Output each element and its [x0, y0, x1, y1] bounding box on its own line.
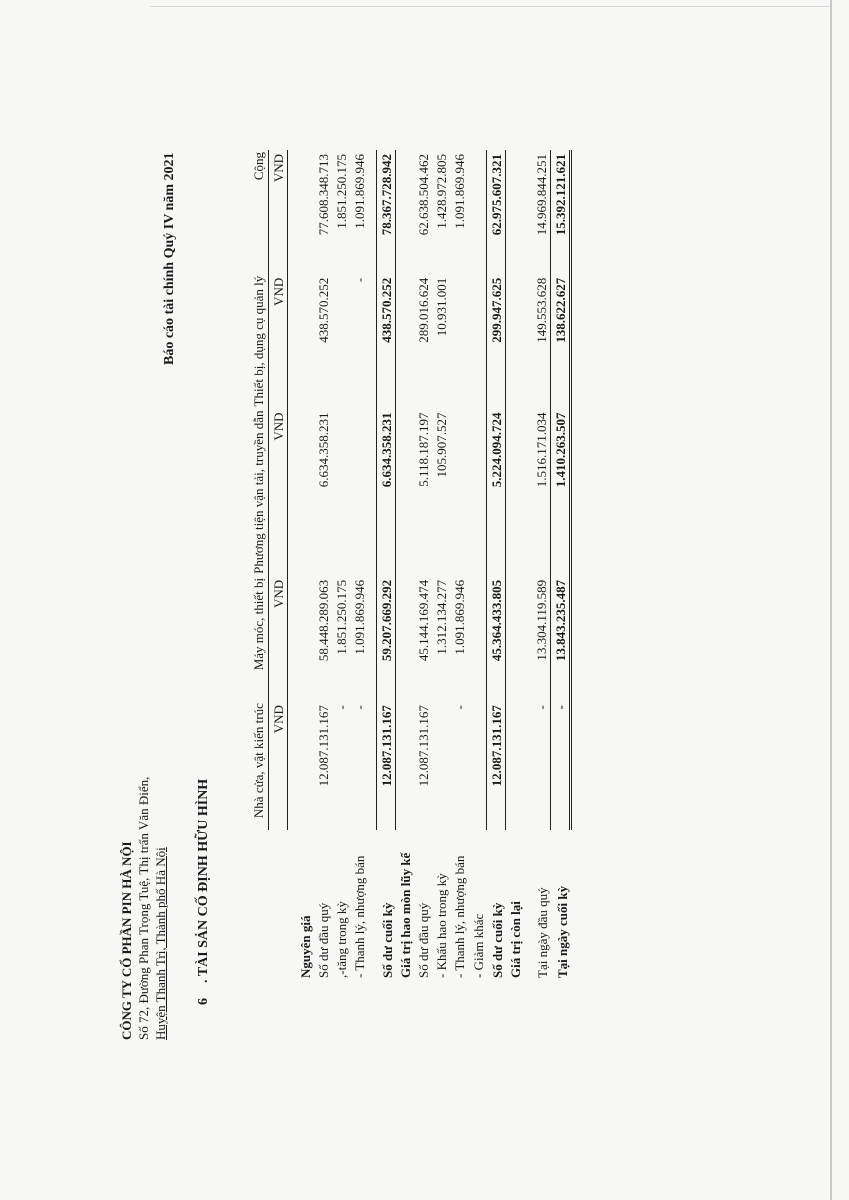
row-label: - Thanh lý, nhượng bán	[452, 855, 467, 978]
cell-value: 13.304.119.589	[534, 579, 549, 661]
cell-value: 62.638.504.462	[416, 154, 431, 236]
cell-value	[332, 274, 350, 409]
row-label: Số dư cuối kỳ	[379, 902, 395, 978]
table-row-grand-total	[551, 150, 571, 980]
row-label: Số dư cuối kỳ	[489, 902, 505, 978]
cell-value: 1.428.972.805	[434, 154, 449, 229]
cell-value: 59.207.669.292	[377, 576, 396, 701]
fixed-assets-table	[228, 150, 572, 980]
row-label: - Giảm khác	[470, 913, 486, 978]
cell-value: 1.312.134.277	[434, 579, 449, 655]
cell-value: 12.087.131.167	[377, 701, 396, 830]
table-row	[468, 150, 487, 980]
cell-value: 58.448.289.063	[316, 579, 331, 662]
cell-value: 149.553.628	[534, 277, 549, 343]
cell-value: 14.969.844.251	[534, 154, 549, 236]
cell-value: 13.843.235.487	[551, 576, 571, 701]
cell-value: 78.367.728.942	[377, 150, 396, 274]
section-title: . TÀI SẢN CỐ ĐỊNH HỮU HÌNH	[196, 778, 211, 983]
cell-value: 15.392.121.621	[551, 150, 571, 274]
unit-label: VND	[269, 701, 288, 830]
row-label: - Khấu hao trong kỳ	[434, 873, 449, 978]
cell-value: -	[551, 701, 571, 830]
table-row	[314, 150, 332, 980]
cell-value: -	[452, 705, 467, 710]
cell-value	[450, 274, 468, 409]
cell-value: 138.622.627	[551, 274, 571, 409]
cell-value	[332, 408, 350, 575]
unit-label: VND	[269, 150, 288, 274]
cell-value: -	[534, 705, 549, 710]
cell-value	[450, 408, 468, 575]
cell-value: 45.364.433.805	[487, 576, 506, 701]
cell-value: 6.634.358.231	[316, 412, 331, 488]
row-label: Số dư đầu quý	[316, 902, 331, 978]
row-label: Tại ngày cuối kỳ	[554, 885, 570, 978]
row-label: Số dư đầu quý	[416, 902, 431, 978]
section-number: 6	[196, 998, 211, 1005]
company-address-line2: Huyện Thanh Trì, Thành phố Hà Nội	[153, 847, 168, 1040]
cell-value: 77.608.348.713	[316, 154, 331, 236]
cell-value: 6.634.358.231	[377, 408, 396, 575]
table-row	[414, 150, 432, 980]
table-row	[350, 150, 368, 980]
cell-value: -	[334, 705, 349, 710]
company-header	[118, 660, 169, 1040]
table-row	[506, 150, 525, 980]
column-header: Cộng	[228, 150, 269, 274]
cell-value: 1.516.171.034	[534, 412, 549, 488]
row-label: ,-tăng trong kỳ	[334, 901, 349, 978]
unit-row	[269, 150, 288, 980]
table-header-row	[228, 150, 269, 980]
cell-value: 1.851.250.175	[334, 579, 349, 655]
table-row-total	[377, 150, 396, 980]
section-heading	[196, 779, 212, 1005]
table-row-total	[487, 150, 506, 980]
cell-value: 1.091.869.946	[352, 154, 367, 229]
row-label: - Thanh lý, nhượng bán	[352, 855, 367, 978]
cell-value	[432, 701, 450, 830]
column-header: Thiết bị, dụng cụ quản lý	[228, 274, 269, 409]
report-title: Báo cáo tài chính Quý IV năm 2021	[162, 152, 177, 365]
cell-value: 438.570.252	[316, 277, 331, 343]
cell-value: -	[352, 705, 367, 710]
row-label: Giá trị hao mòn lũy kế	[398, 852, 413, 978]
cell-value: 5.224.094.724	[487, 408, 506, 575]
cell-value: 1.091.869.946	[452, 579, 467, 655]
cell-value	[350, 408, 368, 575]
column-header: Nhà cửa, vật kiến trúc	[228, 701, 269, 830]
table-row	[296, 150, 314, 980]
company-address-line1: Số 72, Đường Phan Trọng Tuệ, Thị trấn Văn Điển,	[136, 776, 151, 1040]
cell-value: 12.087.131.167	[487, 701, 506, 830]
cell-value: 289.016.624	[416, 277, 431, 343]
table-row	[450, 150, 468, 980]
cell-value: 12.087.131.167	[316, 705, 331, 787]
table-row	[532, 150, 551, 980]
cell-value: 62.975.607.321	[487, 150, 506, 274]
column-header: Phương tiện vận tải, truyền dẫn	[228, 408, 269, 575]
cell-value: 1.091.869.946	[452, 154, 467, 229]
table-row	[396, 150, 415, 980]
cell-value: 1.410.263.507	[551, 408, 571, 575]
cell-value: 105.907.527	[434, 412, 449, 478]
company-name: CÔNG TY CỔ PHẦN PIN HÀ NỘI	[119, 841, 134, 1040]
row-label: Tại ngày đầu quý	[534, 887, 550, 978]
cell-value: 299.947.625	[487, 274, 506, 409]
cell-value: 12.087.131.167	[416, 705, 431, 787]
row-label: Giá trị còn lại	[508, 901, 523, 978]
cell-value: 45.144.169.474	[416, 579, 431, 662]
table-row	[332, 150, 350, 980]
cell-value: 10.931.001	[434, 277, 449, 337]
row-label: Nguyên giá	[298, 915, 313, 978]
unit-label: VND	[269, 274, 288, 409]
cell-value: 5.118.187.197	[416, 412, 431, 487]
unit-label: VND	[269, 576, 288, 701]
table-row	[432, 150, 450, 980]
cell-value: 438.570.252	[377, 274, 396, 409]
column-header: Máy móc, thiết bị	[228, 576, 269, 701]
cell-value: -	[352, 277, 367, 283]
cell-value: 1.851.250.175	[334, 154, 349, 229]
unit-label: VND	[269, 408, 288, 575]
cell-value: 1.091.869.946	[352, 579, 367, 655]
